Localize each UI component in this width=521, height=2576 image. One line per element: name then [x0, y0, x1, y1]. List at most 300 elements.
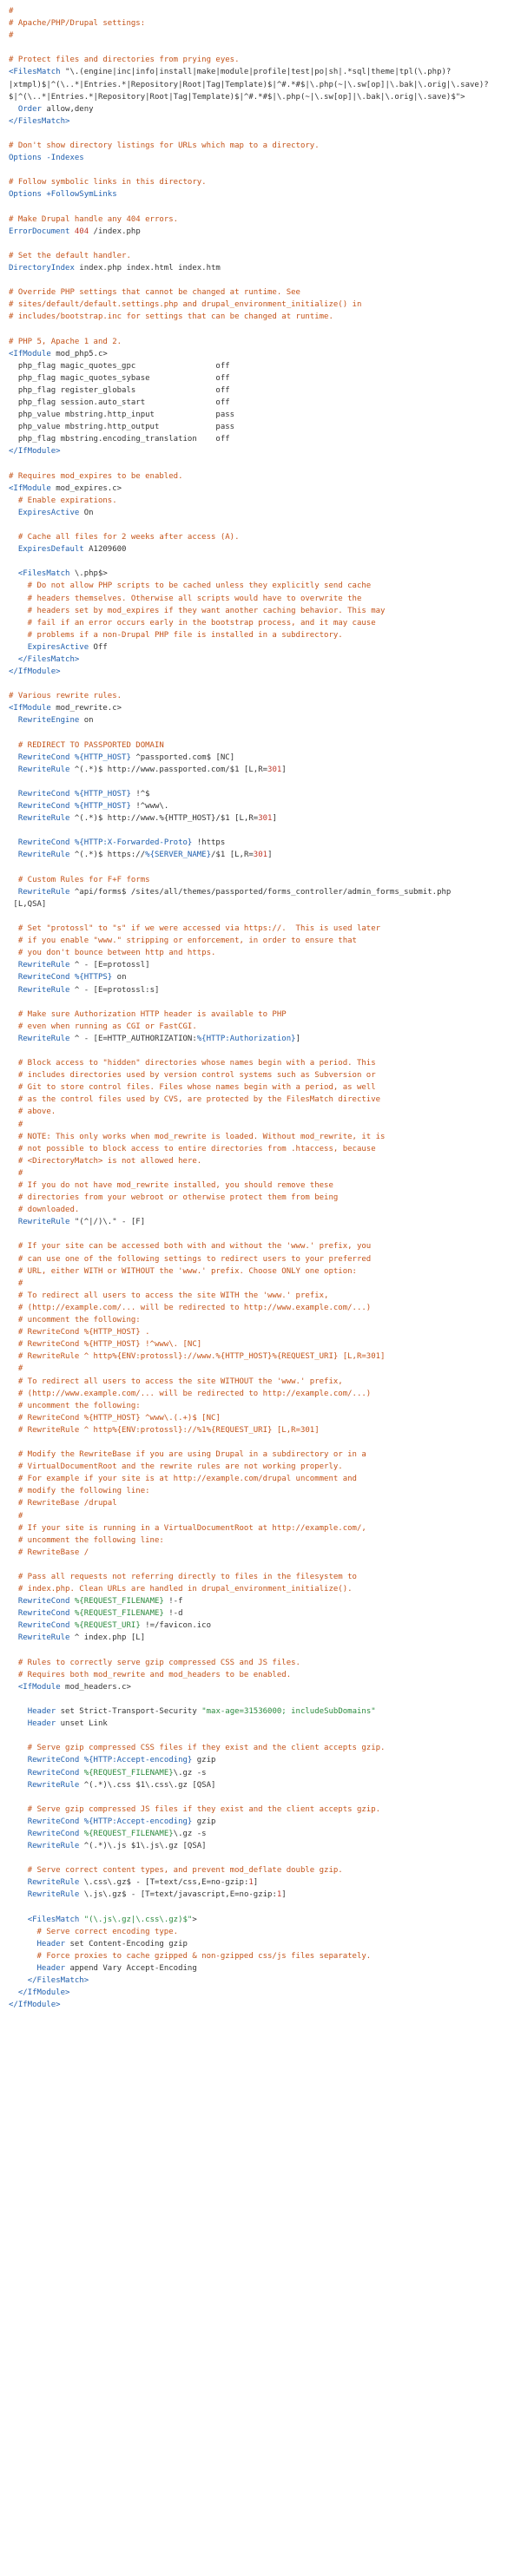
code-line: [9, 226, 521, 238]
code-line: [9, 1106, 521, 1118]
code-line: [9, 238, 521, 250]
code-token: <FilesMatch: [9, 68, 61, 77]
code-token: [9, 790, 18, 798]
code-token: php_value mbstring.http_output pass: [9, 423, 235, 432]
code-line: [9, 1143, 521, 1155]
code-token: 1: [276, 1890, 282, 1900]
code-token: [9, 1621, 18, 1630]
code-token: # fail if an error occurs early in the bootstrap process, and it may cause: [9, 618, 376, 628]
code-token: <IfModule: [9, 704, 51, 713]
code-token: allow,deny: [41, 104, 94, 114]
code-token: ]: [295, 1034, 300, 1043]
code-line: [9, 1069, 521, 1081]
code-line: [9, 188, 521, 200]
code-token: [9, 753, 18, 762]
code-token: # RewriteRule ^ http%{ENV:protossl}://%1%{REQUEST_URI} [L,R=301]: [9, 1425, 320, 1435]
code-token: [9, 838, 18, 847]
code-line: [9, 79, 521, 91]
code-token: # not possible to block access to entire directories from .htaccess, because: [9, 1144, 376, 1153]
code-line: [9, 996, 521, 1009]
code-token: RewriteCond: [17, 752, 70, 762]
code-token: %{REQUEST_FILENAME}: [74, 1609, 164, 1619]
code-line: [9, 593, 521, 605]
code-token: ^(.*)$ https://: [69, 851, 146, 860]
code-token: # Set the default handler.: [9, 251, 131, 260]
code-line: [9, 164, 521, 176]
code-line: [9, 1510, 521, 1522]
code-line: [9, 1180, 521, 1192]
code-line: [9, 837, 521, 849]
code-token: RewriteRule: [17, 1218, 70, 1227]
code-line: [9, 555, 521, 568]
code-line: [9, 1436, 521, 1449]
code-token: # REDIRECT TO PASSPORTED DOMAIN: [9, 740, 164, 750]
code-line: [9, 1902, 521, 1914]
code-line: [9, 1009, 521, 1021]
code-token: [9, 1756, 28, 1764]
code-token: ^(.*)$ http://www.passported.com/$1 [L,R=: [69, 765, 268, 774]
code-line: [9, 1081, 521, 1094]
code-token: # as the control files used by CVS, are protected by the FilesMatch directive: [9, 1095, 381, 1105]
code-token: # Don't show directory listings for URLs which map to a directory.: [9, 141, 320, 151]
code-token: php_flag mbstring.encoding_translation off: [9, 435, 230, 444]
code-line: [9, 935, 521, 947]
code-token: RewriteCond: [17, 838, 70, 848]
code-token: 301: [253, 851, 268, 860]
code-token: RewriteCond: [27, 1829, 80, 1838]
code-line: [9, 1265, 521, 1278]
code-token: RewriteRule: [17, 1034, 70, 1043]
code-token: +FollowSymLinks: [46, 190, 117, 200]
code-line: [9, 1595, 521, 1607]
code-line: [9, 812, 521, 825]
code-line: [9, 274, 521, 286]
code-line: [9, 201, 521, 214]
code-line: [9, 214, 521, 226]
code-line: [9, 580, 521, 592]
code-token: %{HTTP:Accept-encoding}: [83, 1817, 193, 1826]
code-line: [9, 140, 521, 152]
code-token: # can use one of the following settings to redirect users to your preferred: [9, 1254, 372, 1264]
code-token: php_flag magic_quotes_sybase off: [9, 373, 230, 383]
code-line: [9, 862, 521, 874]
code-token: Options: [9, 154, 42, 163]
code-line: [9, 1779, 521, 1791]
code-token: RewriteCond: [17, 790, 70, 798]
code-line: [9, 1094, 521, 1106]
code-token: # RewriteCond %{HTTP_HOST} .: [9, 1328, 150, 1337]
code-token: # PHP 5, Apache 1 and 2.: [9, 337, 122, 346]
code-token: [9, 1218, 18, 1226]
code-line: [9, 1938, 521, 1950]
code-token: "max-age=31536000; includeSubDomains": [201, 1707, 376, 1717]
code-token: [9, 1878, 28, 1887]
code-line: [9, 1852, 521, 1864]
code-token: # Cache all files for 2 weeks after access (A).: [9, 533, 240, 542]
code-line: [9, 1926, 521, 1938]
code-line: [9, 1742, 521, 1754]
code-line: [9, 1804, 521, 1816]
code-token: [9, 716, 18, 725]
code-token: # RewriteCond %{HTTP_HOST} ^www\.(.+)$ [NC]: [9, 1413, 221, 1423]
code-token: ^(.*)$ http://www.%{HTTP_HOST}/$1 [L,R=: [69, 814, 259, 824]
code-line: [9, 1253, 521, 1265]
code-token: # Enable expirations.: [9, 496, 117, 505]
code-line: [9, 1412, 521, 1424]
code-line: [9, 152, 521, 164]
code-token: [9, 973, 18, 982]
code-token: <FilesMatch: [17, 569, 70, 579]
code-token: "(^|/)\." - [F]: [69, 1218, 146, 1227]
code-token: !-f: [163, 1597, 183, 1607]
code-token: !=/favicon.ico: [140, 1621, 212, 1631]
code-line: [9, 409, 521, 421]
code-token: RewriteCond: [27, 1768, 80, 1778]
code-token: %{HTTP_HOST}: [74, 802, 131, 812]
code-token: ]: [253, 1878, 259, 1888]
code-token: ]: [281, 1890, 287, 1900]
code-token: \.php$>: [69, 569, 108, 579]
code-line: [9, 519, 521, 531]
code-token: 301: [267, 765, 282, 774]
code-line: [9, 103, 521, 115]
code-token: 404: [74, 227, 89, 236]
code-token: [9, 766, 18, 774]
code-token: set Content-Encoding gzip: [65, 1939, 188, 1948]
code-line: [9, 66, 521, 78]
code-line: [9, 1424, 521, 1436]
code-token: [9, 1817, 28, 1826]
code-line: [9, 1559, 521, 1571]
code-token: # Follow symbolic links in this directory.: [9, 178, 207, 187]
code-token: # Make Drupal handle any 404 errors.: [9, 214, 179, 224]
code-line: [9, 1681, 521, 1693]
code-line: [9, 1975, 521, 1987]
code-token: [9, 961, 18, 969]
code-line: [9, 372, 521, 384]
code-line: [9, 262, 521, 274]
code-line: [9, 788, 521, 800]
code-line: [9, 1119, 521, 1131]
code-line: [9, 1987, 521, 1999]
code-token: RewriteRule: [27, 1842, 80, 1851]
code-token: [9, 655, 18, 664]
code-token: /index.php: [89, 227, 141, 236]
code-line: [9, 1754, 521, 1766]
code-token: [9, 1988, 18, 1997]
code-line: [9, 1021, 521, 1033]
code-token: RewriteRule: [17, 765, 70, 774]
code-token: [L,QSA]: [9, 899, 47, 909]
code-token: # problems if a non-Drupal PHP file is installed in a subdirectory.: [9, 630, 343, 640]
code-token: RewriteRule: [27, 1780, 80, 1790]
code-token: </FilesMatch>: [17, 654, 80, 664]
code-line: [9, 91, 521, 103]
code-token: #: [9, 1278, 23, 1288]
code-line: [9, 5, 521, 17]
code-line: [9, 654, 521, 666]
code-token: php_flag session.auto_start off: [9, 398, 230, 407]
code-line: [9, 666, 521, 678]
code-token: php_flag register_globals off: [9, 385, 230, 395]
code-line: [9, 641, 521, 654]
code-line: [9, 1326, 521, 1338]
code-line: [9, 1314, 521, 1326]
code-token: # uncomment the following line:: [9, 1535, 164, 1545]
code-token: [9, 1719, 28, 1728]
code-token: Off: [89, 642, 108, 652]
code-token: ]: [267, 851, 273, 860]
code-line: [9, 1645, 521, 1657]
code-token: ExpiresDefault: [17, 545, 84, 555]
code-token: # Serve correct content types, and prevent mod_deflate double gzip.: [9, 1866, 343, 1876]
code-token: ]: [281, 765, 287, 774]
code-token: [9, 802, 18, 811]
code-line: [9, 299, 521, 311]
code-line: [9, 1828, 521, 1840]
code-token: # if you enable "www." stripping or enforcement, in order to ensure that: [9, 936, 357, 946]
code-token: [9, 105, 18, 114]
code-token: <IfModule: [9, 349, 51, 358]
code-token: set Strict-Transport-Security: [56, 1707, 202, 1717]
code-token: # Serve gzip compressed JS files if they exist and the client accepts gzip.: [9, 1804, 381, 1814]
code-token: Options: [9, 190, 42, 200]
code-token: RewriteCond: [17, 1621, 70, 1631]
code-token: A1209600: [83, 545, 127, 555]
code-token: %{HTTPS}: [74, 973, 113, 982]
code-token: # Set "protossl" to "s" if we were accessed via https://. This is used later: [9, 924, 381, 934]
code-token: RewriteCond: [17, 1597, 70, 1607]
code-token: ^api/forms$ /sites/all/themes/passported/forms_controller/admin_forms_submit.php: [69, 887, 452, 897]
code-token: #: [9, 1168, 23, 1178]
code-line: [9, 800, 521, 812]
code-line: [9, 1155, 521, 1167]
code-token: gzip: [192, 1817, 216, 1826]
code-line: [9, 1607, 521, 1620]
code-line: [9, 1485, 521, 1497]
code-token: [9, 1890, 28, 1899]
code-token: # even when running as CGI or FastCGI.: [9, 1022, 197, 1031]
code-token: "(\.js\.gz|\.css\.gz)$": [83, 1915, 193, 1924]
code-token: on: [79, 716, 94, 726]
code-token: # directories from your webroot or otherwise protect them from being: [9, 1193, 339, 1203]
code-line: [9, 739, 521, 752]
code-token: # If your site is running in a VirtualDocumentRoot at http://example.com/,: [9, 1523, 366, 1533]
code-token: # uncomment the following:: [9, 1401, 141, 1410]
code-line: [9, 764, 521, 776]
code-token: </FilesMatch>: [9, 116, 70, 126]
code-line: [9, 1167, 521, 1180]
code-line: [9, 128, 521, 140]
code-line: [9, 1632, 521, 1644]
code-token: # URL, either WITH or WITHOUT the 'www.' prefix. Choose ONLY one option:: [9, 1266, 357, 1276]
code-line: [9, 433, 521, 445]
code-token: [9, 643, 28, 652]
code-line: [9, 397, 521, 409]
code-line: [9, 1473, 521, 1485]
code-line: [9, 1962, 521, 1975]
code-token: # sites/default/default.settings.php and drupal_environment_initialize() in: [9, 300, 362, 310]
code-line: [9, 1057, 521, 1069]
code-line: [9, 947, 521, 959]
code-token: # Various rewrite rules.: [9, 692, 122, 701]
code-line: [9, 714, 521, 726]
code-line: [9, 1657, 521, 1669]
code-line: [9, 1816, 521, 1828]
code-line: [9, 1240, 521, 1252]
code-token: <FilesMatch: [27, 1915, 80, 1924]
code-line: [9, 531, 521, 543]
code-token: ErrorDocument: [9, 227, 70, 236]
code-line: [9, 1534, 521, 1547]
code-token: # RewriteBase /drupal: [9, 1499, 117, 1508]
code-line: [9, 849, 521, 861]
code-token: # Serve correct encoding type.: [9, 1927, 179, 1936]
code-token: mod_expires.c>: [50, 483, 122, 493]
code-line: [9, 1864, 521, 1876]
code-line: [9, 1449, 521, 1461]
code-token: [9, 1964, 37, 1973]
code-token: Order: [17, 104, 42, 114]
code-line: [9, 1767, 521, 1779]
code-token: [9, 986, 18, 995]
code-token: [9, 1633, 18, 1642]
code-line: [9, 984, 521, 996]
code-line: [9, 30, 521, 42]
code-token: #: [9, 31, 14, 41]
code-token: [9, 569, 18, 578]
code-token: \.gz -s: [173, 1768, 207, 1778]
code-token: RewriteCond: [27, 1817, 80, 1826]
code-line: [9, 336, 521, 348]
code-token: <IfModule: [9, 483, 51, 493]
code-token: Header: [36, 1939, 66, 1948]
code-line: [9, 507, 521, 519]
code-line: [9, 323, 521, 335]
code-token: >: [192, 1915, 197, 1924]
code-token: # VirtualDocumentRoot and the rewrite rules are not working properly.: [9, 1462, 343, 1472]
code-line: [9, 727, 521, 739]
code-token: RewriteRule: [27, 1890, 80, 1900]
code-token: [9, 1940, 37, 1948]
code-token: unset Link: [56, 1719, 108, 1729]
code-token: ^ - [E=HTTP_AUTHORIZATION:: [69, 1034, 197, 1043]
code-token: \.js\.gz$ - [T=text/javascript,E=no-gzip:: [79, 1890, 277, 1900]
code-token: ^ - [E=protossl:s]: [69, 985, 160, 995]
code-line: [9, 470, 521, 483]
code-line: [9, 690, 521, 702]
code-token: # Override PHP settings that cannot be changed at runtime. See: [9, 288, 300, 298]
code-token: |xtmpl)$|^(\..*|Entries.*|Repository|Root|Tag|Template)$|^#.*#$|\.php(~|\.sw[op]|\.bak|\.orig|\.save)?: [9, 80, 489, 89]
code-token: ExpiresActive: [27, 642, 89, 652]
code-token: # If your site can be accessed both with and without the 'www.' prefix, you: [9, 1242, 372, 1252]
code-line: [9, 971, 521, 983]
code-token: # Protect files and directories from prying eyes.: [9, 56, 240, 65]
code-token: DirectoryIndex: [9, 263, 75, 273]
code-token: php_value mbstring.http_input pass: [9, 411, 235, 420]
code-line: [9, 348, 521, 360]
code-line: [9, 384, 521, 397]
code-token: Header: [27, 1707, 56, 1717]
code-token: mod_headers.c>: [60, 1682, 131, 1692]
code-token: !-d: [163, 1609, 183, 1619]
code-token: # RewriteRule ^ http%{ENV:protossl}://www.%{HTTP_HOST}%{REQUEST_URI} [L,R=301]: [9, 1352, 386, 1362]
code-token: # (http://example.com/... will be redirected to http://www.example.com/...): [9, 1303, 372, 1312]
code-token: #: [9, 7, 14, 16]
code-token: # Serve gzip compressed CSS files if they exist and the client accepts gzip.: [9, 1744, 386, 1753]
code-line: [9, 421, 521, 433]
code-line: [9, 959, 521, 971]
code-line: [9, 605, 521, 617]
code-line: [9, 1571, 521, 1583]
code-token: # uncomment the following:: [9, 1316, 141, 1325]
code-token: #: [9, 1511, 23, 1521]
code-token: [9, 1597, 18, 1606]
code-token: # Make sure Authorization HTTP header is available to PHP: [9, 1009, 287, 1019]
code-token: Header: [27, 1719, 56, 1729]
code-token: %{HTTP:X-Forwarded-Proto}: [74, 838, 193, 848]
code-token: # Requires both mod_rewrite and mod_headers to be enabled.: [9, 1670, 292, 1679]
code-token: # you don't bounce between http and https.: [9, 949, 216, 958]
code-line: [9, 1216, 521, 1228]
code-line: [9, 1400, 521, 1412]
code-token: ^(.*)\.css $1\.css\.gz [QSA]: [79, 1780, 216, 1790]
code-token: $|^(\..*|Entries.*|Repository|Root|Tag|Template)$|^#.*#$|\.php(~|\.sw[op]|\.bak|\.orig|\.save)$">: [9, 92, 465, 102]
code-token: # Requires mod_expires to be enabled.: [9, 471, 183, 481]
code-token: ^ - [E=protossl]: [69, 961, 150, 970]
code-token: ^(.*)\.js $1\.js\.gz [QSA]: [79, 1842, 207, 1851]
code-line: [9, 1350, 521, 1363]
code-token: # RewriteCond %{HTTP_HOST} !^www\. [NC]: [9, 1340, 202, 1350]
code-token: [9, 851, 18, 859]
code-token: [9, 1976, 28, 1985]
code-token: </IfModule>: [9, 447, 61, 457]
code-token: # To redirect all users to access the site WITHOUT the 'www.' prefix,: [9, 1377, 343, 1386]
code-token: # Git to store control files. Files whose names begin with a period, as well: [9, 1083, 376, 1093]
code-line: [9, 776, 521, 788]
code-token: [9, 1769, 28, 1778]
code-token: [9, 509, 18, 517]
code-token: # modify the following line:: [9, 1487, 150, 1496]
code-token: # includes/bootstrap.inc for settings that can be changed at runtime.: [9, 312, 333, 322]
code-token: RewriteRule: [17, 851, 70, 860]
code-line: [9, 176, 521, 188]
code-line: [9, 115, 521, 128]
code-line: [9, 1522, 521, 1534]
code-line: [9, 1363, 521, 1375]
code-token: RewriteCond: [27, 1756, 80, 1765]
code-token: # Custom Rules for F+F forms: [9, 875, 150, 884]
code-line: [9, 457, 521, 470]
code-token: # <DirectoryMatch> is not allowed here.: [9, 1156, 202, 1166]
code-token: # Do not allow PHP scripts to be cached unless they explicitly send cache: [9, 582, 372, 591]
code-line: [9, 886, 521, 898]
code-token: #: [9, 1364, 23, 1374]
code-line: [9, 702, 521, 714]
code-token: %{REQUEST_URI}: [74, 1621, 141, 1631]
code-token: mod_rewrite.c>: [50, 704, 122, 713]
code-token: %{SERVER_NAME}: [145, 851, 212, 860]
code-token: [9, 1916, 28, 1924]
code-token: On: [79, 508, 94, 517]
code-line: [9, 898, 521, 910]
code-token: [9, 1830, 28, 1838]
code-token: on: [112, 973, 127, 982]
code-line: [9, 1302, 521, 1314]
code-line: [9, 1718, 521, 1730]
code-token: <IfModule: [17, 1682, 61, 1692]
code-line: [9, 360, 521, 372]
